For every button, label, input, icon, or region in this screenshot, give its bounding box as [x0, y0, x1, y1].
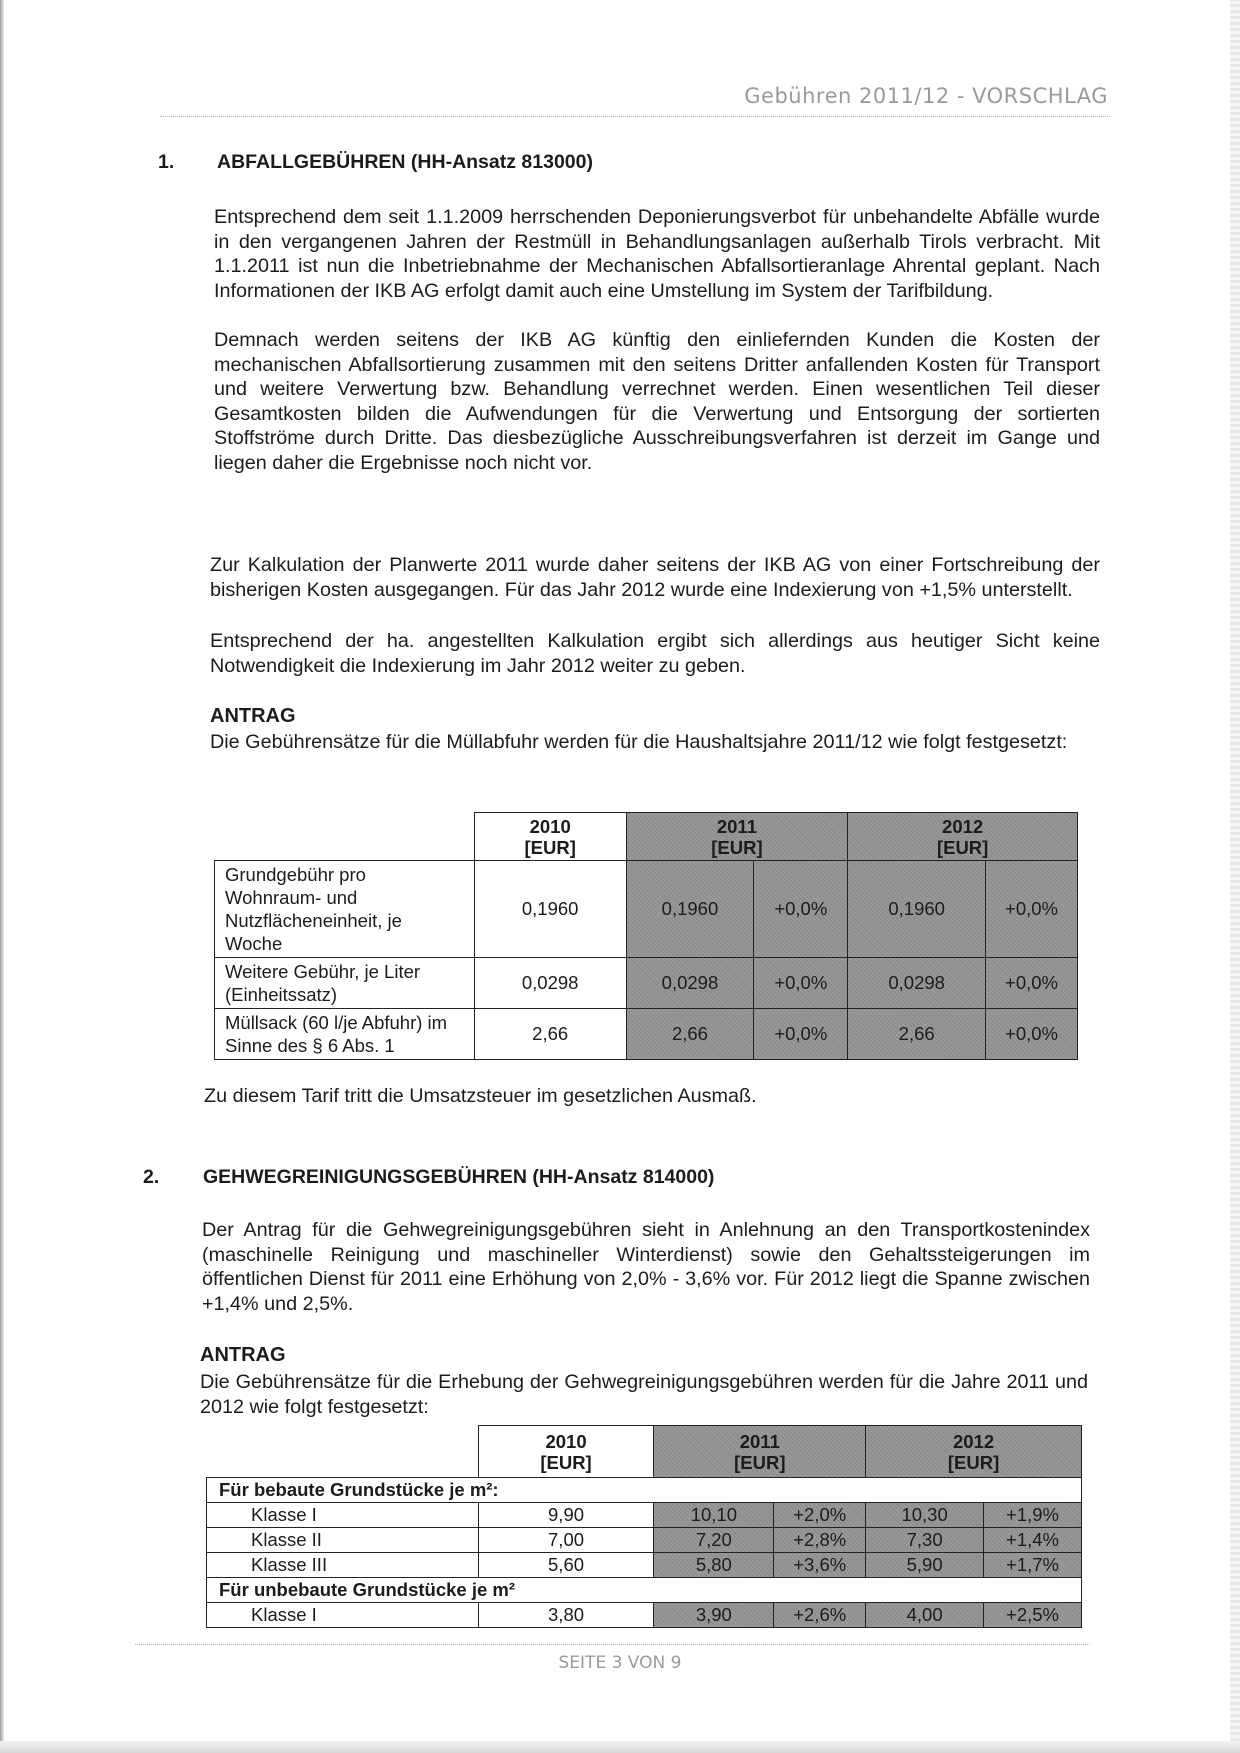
value-2010: 7,00 — [478, 1528, 654, 1553]
change-2011: +0,0% — [754, 958, 848, 1009]
group-header-row — [207, 1578, 1082, 1603]
header-year-2011: 2011 — [716, 815, 757, 837]
header-unit-2010: [EUR] — [524, 836, 576, 858]
table-row — [215, 861, 1078, 958]
value-2012: 7,30 — [866, 1528, 984, 1553]
value-2012: 5,90 — [866, 1553, 984, 1578]
table-row — [207, 1503, 1082, 1528]
header-2012 — [866, 1426, 1082, 1478]
section2-antrag-text: Die Gebührensätze für die Erhebung der Gehwegreinigungsgebühren werden für die Jahre 2011 und 2012 wie folgt festgesetzt: — [200, 1371, 1088, 1418]
row-label: Müllsack (60 l/je Abfuhr) im Sinne des § 6 Abs. 1 — [215, 1009, 475, 1060]
header-unit-2011: [EUR] — [734, 1451, 786, 1473]
header-unit-2010: [EUR] — [540, 1451, 592, 1473]
section1-title: ABFALLGEBÜHREN (HH-Ansatz 813000) — [217, 151, 593, 173]
row-label: Grundgebühr pro Wohnraum- und Nutzflächeneinheit, je Woche — [215, 861, 475, 958]
value-2010: 9,90 — [478, 1503, 654, 1528]
value-2011: 2,66 — [626, 1009, 754, 1060]
change-2012: +2,5% — [984, 1603, 1082, 1628]
page-header-title: Gebühren 2011/12 - VORSCHLAG — [744, 84, 1108, 108]
value-2010: 0,0298 — [474, 958, 626, 1009]
header-2012 — [848, 813, 1078, 861]
change-2011: +2,8% — [774, 1528, 866, 1553]
change-2011: +0,0% — [754, 861, 848, 958]
header-divider — [160, 116, 1110, 117]
change-2011: +3,6% — [774, 1553, 866, 1578]
group-header-row — [207, 1478, 1082, 1503]
table-row — [207, 1553, 1082, 1578]
change-2012: +1,7% — [984, 1553, 1082, 1578]
table-row — [215, 958, 1078, 1009]
header-2011 — [626, 813, 848, 861]
change-2011: +2,6% — [774, 1603, 866, 1628]
footer-divider — [135, 1644, 1090, 1645]
header-unit-2012: [EUR] — [947, 1451, 1000, 1473]
table-row — [207, 1528, 1082, 1553]
change-2012: +1,9% — [984, 1503, 1082, 1528]
section2-number: 2. — [143, 1166, 160, 1188]
value-2012: 4,00 — [866, 1603, 984, 1628]
value-2011: 0,0298 — [626, 958, 754, 1009]
sidewalk-fee-table — [206, 1425, 1082, 1628]
header-empty-cell — [207, 1426, 479, 1478]
change-2012: +0,0% — [986, 958, 1078, 1009]
group-title-unbebaut: Für unbebaute Grundstücke je m² — [207, 1578, 1082, 1603]
section1-antrag-text: Die Gebührensätze für die Müllabfuhr werden für die Haushaltsjahre 2011/12 wie folgt festgesetzt: — [210, 731, 1068, 753]
header-year-2012: 2012 — [942, 815, 984, 837]
header-year-2012: 2012 — [953, 1430, 995, 1452]
waste-fee-header-row — [215, 813, 1078, 861]
row-label: Klasse III — [207, 1553, 479, 1578]
value-2012: 10,30 — [866, 1503, 984, 1528]
value-2010: 0,1960 — [474, 861, 626, 958]
section1-paragraph-1: Entsprechend dem seit 1.1.2009 herrschenden Deponierungsverbot für unbehandelte Abfälle wurde in den vergangenen Jahren der Restmüll in Behandlungsanlagen außerhalb Tirols verbracht. Mit 1.1.2011 ist nun die Inbetriebnahme der Mechanischen Abfallsortieranlage Ahrental geplant. Nach Informationen der IKB AG erfolgt damit auch eine Umstellung im System der Tarifbildung. — [214, 206, 1100, 302]
sidewalk-fee-header-row — [207, 1426, 1082, 1478]
table-row — [207, 1603, 1082, 1628]
header-unit-2012: [EUR] — [936, 836, 989, 858]
section2-title: GEHWEGREINIGUNGSGEBÜHREN (HH-Ansatz 814000) — [203, 1166, 715, 1188]
section1-antrag-heading: ANTRAG — [210, 705, 296, 727]
value-2012: 2,66 — [848, 1009, 986, 1060]
page-number: SEITE 3 VON 9 — [558, 1653, 682, 1673]
scan-edge-bottom — [0, 1741, 1240, 1753]
header-2010 — [478, 1426, 654, 1478]
waste-fee-table — [214, 812, 1078, 1060]
section1-number: 1. — [158, 151, 175, 173]
change-2012: +0,0% — [986, 861, 1078, 958]
change-2012: +1,4% — [984, 1528, 1082, 1553]
value-2010: 5,60 — [478, 1553, 654, 1578]
group-title-bebaut: Für bebaute Grundstücke je m²: — [207, 1478, 1082, 1503]
value-2012: 0,1960 — [848, 861, 986, 958]
header-empty-cell — [215, 813, 475, 861]
value-2010: 2,66 — [474, 1009, 626, 1060]
header-year-2011: 2011 — [739, 1430, 780, 1452]
row-label: Klasse I — [207, 1603, 479, 1628]
section2-antrag-heading: ANTRAG — [200, 1344, 286, 1366]
header-2011 — [654, 1426, 866, 1478]
section2-paragraph-1: Der Antrag für die Gehwegreinigungsgebühren sieht in Anlehnung an den Transportkostenindex (maschinelle Reinigung und maschineller Winterdienst) sowie den Gehaltssteigerungen im öffentlichen Dienst für 2011 eine Erhöhung von 2,0% - 3,6% vor. Für 2012 liegt die Spanne zwischen +1,4% und 2,5%. — [202, 1219, 1090, 1315]
tax-note: Zu diesem Tarif tritt die Umsatzsteuer im gesetzlichen Ausmaß. — [204, 1085, 757, 1107]
value-2011: 5,80 — [654, 1553, 774, 1578]
change-2011: +2,0% — [774, 1503, 866, 1528]
change-2012: +0,0% — [986, 1009, 1078, 1060]
header-year-2010: 2010 — [529, 815, 571, 837]
value-2011: 0,1960 — [626, 861, 754, 958]
row-label: Weitere Gebühr, je Liter (Einheitssatz) — [215, 958, 475, 1009]
section1-paragraph-2: Demnach werden seitens der IKB AG künftig den einliefernden Kunden die Kosten der mechanischen Abfallsortierung zusammen mit den seitens Dritter anfallenden Kosten für Transport und weitere Verwertung bzw. Behandlung verrechnet werden. Einen wesentlichen Teil dieser Gesamtkosten bilden die Aufwendungen für die Verwertung und Entsorgung der sortierten Stoffströme durch Dritte. Das diesbezügliche Ausschreibungsverfahren ist derzeit im Gange und liegen daher die Ergebnisse noch nicht vor. — [214, 329, 1100, 474]
value-2011: 10,10 — [654, 1503, 774, 1528]
value-2010: 3,80 — [478, 1603, 654, 1628]
scan-edge-left — [0, 0, 4, 1753]
value-2011: 3,90 — [654, 1603, 774, 1628]
header-unit-2011: [EUR] — [711, 836, 763, 858]
header-year-2010: 2010 — [545, 1430, 587, 1452]
change-2011: +0,0% — [754, 1009, 848, 1060]
row-label: Klasse II — [207, 1528, 479, 1553]
value-2011: 7,20 — [654, 1528, 774, 1553]
value-2012: 0,0298 — [848, 958, 986, 1009]
scan-edge-right — [1230, 0, 1240, 1753]
header-2010 — [474, 813, 626, 861]
section1-paragraph-3: Zur Kalkulation der Planwerte 2011 wurde daher seitens der IKB AG von einer Fortschreibung der bisherigen Kosten ausgegangen. Für das Jahr 2012 wurde eine Indexierung von +1,5% unterstellt. — [210, 554, 1100, 601]
section1-paragraph-4: Entsprechend der ha. angestellten Kalkulation ergibt sich allerdings aus heutiger Sicht keine Notwendigkeit die Indexierung im Jahr 2012 weiter zu geben. — [210, 630, 1100, 677]
table-row — [215, 1009, 1078, 1060]
row-label: Klasse I — [207, 1503, 479, 1528]
